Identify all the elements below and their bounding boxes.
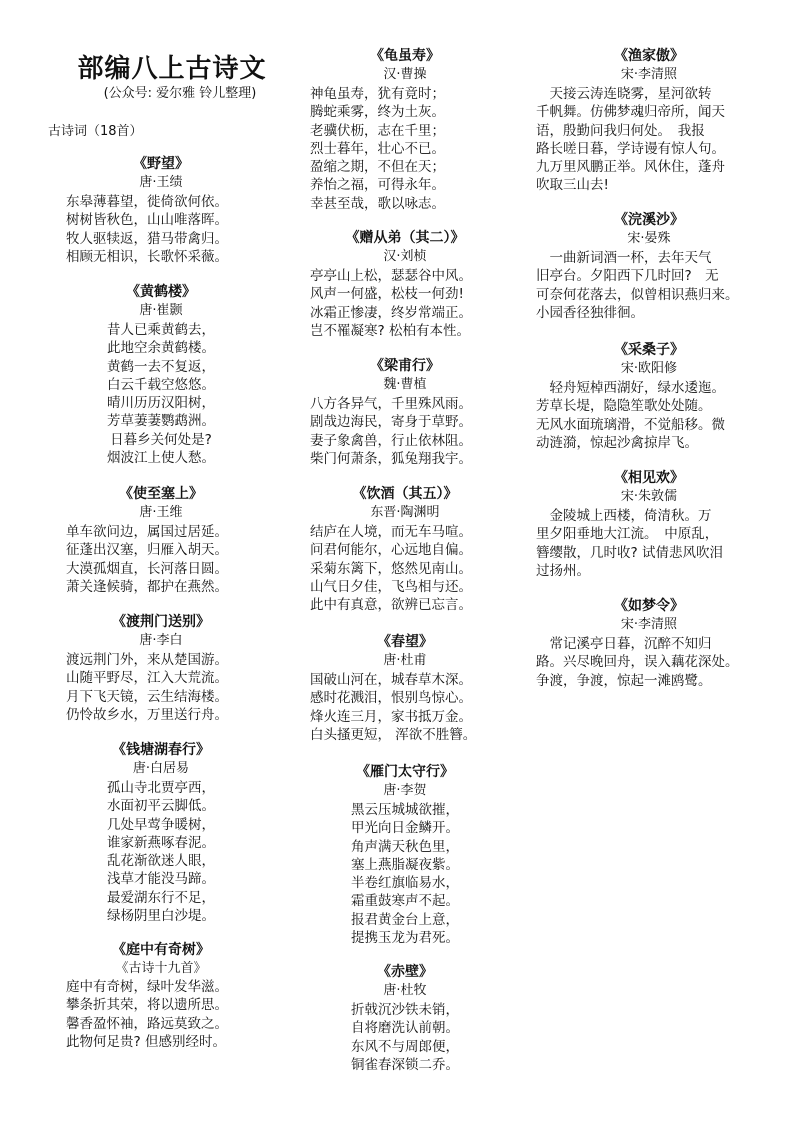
poem-line: 芳草萋萋鹦鹉洲。: [107, 413, 215, 430]
poem-huanxisha: [536, 210, 762, 322]
poem-title: 《钱塘湖春行》: [112, 742, 210, 758]
poem-line: 攀条折其荣，将以遗所思。: [66, 997, 228, 1014]
poem-author: 汉·刘桢: [383, 249, 427, 264]
poem-line: 东皋薄暮望，徙倚欲何依。: [66, 194, 228, 210]
poem-title: 《赠从弟（其二）》: [345, 230, 465, 246]
poem-yanmentaishouxing: [330, 762, 480, 947]
poem-line: 萧关逢候骑，都护在燕然。: [66, 578, 228, 595]
poem-line: 常记溪亭日暮，沉醉不知归: [536, 636, 712, 652]
poem-line: 角声满天秋色里，: [351, 838, 459, 855]
poem-line: 铜雀春深锁二乔。: [351, 1056, 459, 1073]
poem-line: 报君黄金台上意，: [351, 911, 459, 928]
poem-line: 仍怜故乡水，万里送行舟。: [66, 706, 228, 723]
poem-line: 提携玉龙为君死。: [351, 930, 459, 947]
poem-line: 神龟虽寿，犹有竟时；: [310, 86, 445, 102]
poem-line: 几处早莺争暖树，: [107, 816, 215, 833]
poem-line: 养怡之福，可得永年。: [310, 177, 445, 194]
poem-line: 语，殷勤问我归何处。 我报: [536, 122, 705, 139]
poem-line: 山随平野尽，江入大荒流。: [66, 670, 228, 687]
poem-line: 风声一何盛，松枝一何劲!: [310, 286, 464, 303]
poem-line: 渡远荆门外，来从楚国游。: [66, 652, 228, 668]
poem-line: 馨香盈怀袖，路远莫致之。: [66, 1015, 228, 1032]
poem-dujingmen: [66, 612, 256, 724]
poem-line: 过扬州。: [536, 562, 590, 579]
poem-line: 昔人已乘黄鹤去，: [107, 322, 215, 338]
poem-line: 八方各异气，千里殊风雨。: [310, 396, 472, 412]
poem-title: 《浣溪沙》: [614, 212, 684, 228]
poem-qiantanghu: [86, 740, 236, 925]
poem-author: 魏·曹植: [383, 377, 427, 392]
poem-line: 妻子象禽兽，行止依林阻。: [310, 432, 472, 449]
poem-line: 吹取三山去!: [536, 177, 609, 194]
poem-guisuishou: [310, 46, 500, 213]
poem-author: 宋·朱敦儒: [620, 489, 678, 504]
poem-line: 此地空余黄鹤楼。: [107, 340, 215, 357]
poem-line: 树树皆秋色，山山唯落晖。: [66, 212, 228, 229]
poem-zengcongdi: [310, 228, 500, 340]
poem-line: 征蓬出汉塞，归雁入胡天。: [66, 542, 228, 559]
poem-line: 轻舟短棹西湖好，绿水逶迤。: [536, 380, 725, 396]
poem-line: 折戟沉沙铁未销，: [351, 1002, 459, 1018]
poem-huanghelou: [86, 282, 236, 467]
poem-line: 牧人驱犊返，猎马带禽归。: [66, 230, 228, 247]
poem-line: 金陵城上西楼，倚清秋。万: [536, 508, 712, 524]
section-label: 古诗词（18首）: [48, 124, 143, 139]
poem-line: 黄鹤一去不复返，: [107, 358, 215, 375]
poem-line: 烟波江上使人愁。: [107, 450, 215, 467]
poem-author: 汉·曹操: [383, 67, 427, 82]
poem-line: 孤山寺北贾亭西，: [107, 780, 215, 796]
poem-line: 老骥伏枥，志在千里；: [310, 122, 445, 139]
poem-line: 剧哉边海民，寄身于草野。: [310, 414, 472, 431]
poem-line: 半卷红旗临易水，: [351, 875, 459, 892]
poem-line: 日暮乡关何处是?: [110, 431, 212, 448]
poem-line: 芳草长堤，隐隐笙歌处处随。: [536, 398, 712, 415]
poem-line: 大漠孤烟直，长河落日圆。: [66, 560, 228, 577]
poem-line: 盈缩之期，不但在天；: [310, 159, 445, 176]
poem-subtitle: 《古诗十九首》: [115, 961, 207, 976]
poem-author: 唐·王绩: [139, 175, 183, 190]
page-subtitle: (公众号: 爱尔雅 铃儿整理): [103, 86, 257, 101]
poem-line: 晴川历历汉阳树，: [107, 395, 215, 412]
poem-line: 岂不罹凝寒? 松柏有本性。: [310, 322, 470, 339]
poem-author: 唐·崔颢: [139, 303, 183, 318]
poem-line: 乱花渐欲迷人眼，: [107, 853, 215, 870]
poem-line: 结庐在人境，而无车马喧。: [310, 524, 472, 540]
poem-line: 天接云涛连晓雾，星河欲转: [536, 86, 712, 102]
poem-line: 采菊东篱下，悠然见南山。: [310, 560, 472, 577]
poem-title: 《渔家傲》: [614, 48, 684, 64]
poem-line: 国破山河在，城春草木深。: [310, 672, 472, 688]
poem-tingzhongyouqishu: [66, 940, 256, 1051]
poem-line: 塞上燕脂凝夜紫。: [351, 856, 459, 873]
poem-title: 《梁甫行》: [370, 358, 440, 374]
poem-line: 此中有真意，欲辨已忘言。: [310, 597, 472, 614]
poem-line: 争渡，争渡，惊起一滩鸥鹭。: [536, 672, 712, 689]
poem-line: 路。兴尽晚回舟，误入藕花深处。: [536, 654, 739, 671]
poem-line: 自将磨洗认前朝。: [351, 1020, 459, 1037]
poem-line: 无风水面琉璃滑，不觉船移。微: [536, 416, 725, 433]
poem-line: 一曲新词酒一杯，去年天气: [536, 250, 712, 266]
poem-title: 《雁门太守行》: [356, 764, 454, 780]
poem-line: 浅草才能没马蹄。: [107, 871, 215, 888]
poem-author: 宋·李清照: [620, 67, 678, 82]
poem-yujiaao: [536, 46, 762, 195]
poem-line: 最爱湖东行不足，: [107, 889, 215, 906]
page-title: 部编八上古诗文: [77, 54, 267, 84]
poem-author: 唐·李贺: [383, 783, 427, 798]
poem-line: 幸甚至哉，歌以咏志。: [310, 195, 445, 212]
poem-line: 千帆舞。仿佛梦魂归帝所，闻天: [536, 104, 725, 121]
poem-line: 相顾无相识，长歌怀采薇。: [66, 248, 228, 265]
poem-title: 《相见欢》: [614, 470, 684, 486]
poem-line: 甲光向日金鳞开。: [351, 820, 459, 837]
poem-title: 《采桑子》: [614, 342, 684, 358]
poem-line: 霜重鼓寒声不起。: [351, 893, 459, 910]
poem-line: 东风不与周郎便，: [351, 1038, 459, 1055]
poem-line: 山气日夕佳，飞鸟相与还。: [310, 578, 472, 595]
poem-title: 《赤壁》: [377, 964, 433, 980]
poem-line: 此物何足贵? 但感别经时。: [66, 1033, 226, 1050]
poem-author: 唐·杜牧: [383, 983, 427, 998]
poem-author: 宋·晏殊: [627, 231, 671, 246]
poem-author: 唐·李白: [139, 633, 183, 648]
poem-line: 感时花溅泪，恨别鸟惊心。: [310, 690, 472, 707]
poem-author: 唐·杜甫: [383, 653, 427, 668]
poem-liangfuxing: [310, 356, 500, 468]
poem-title: 《渡荆门送别》: [112, 614, 210, 630]
poem-line: 路长嗟日暮，学诗谩有惊人句。: [536, 140, 725, 157]
poem-line: 谁家新燕啄春泥。: [107, 834, 215, 851]
poem-title: 《龟虽寿》: [370, 48, 440, 64]
poem-line: 白云千载空悠悠。: [107, 376, 215, 393]
poem-line: 九万里风鹏正举。风休住，蓬舟: [536, 159, 725, 176]
poem-line: 绿杨阴里白沙堤。: [107, 908, 215, 925]
poem-xiangjianhuan: [536, 468, 762, 580]
poem-title: 《春望》: [377, 634, 433, 650]
poem-line: 水面初平云脚低。: [107, 798, 215, 815]
poem-line: 庭中有奇树，绿叶发华滋。: [66, 979, 228, 995]
poem-caisangzi: [536, 340, 762, 452]
poem-line: 月下飞天镜，云生结海楼。: [66, 688, 228, 705]
poem-shizhisaishang: [66, 484, 256, 596]
poem-rumengling: [536, 596, 762, 690]
poem-line: 里夕阳垂地大江流。 中原乱，: [536, 526, 719, 543]
poem-yinjiu: [310, 484, 500, 614]
poem-author: 宋·欧阳修: [620, 361, 678, 376]
poem-author: 唐·王维: [139, 505, 183, 520]
poem-line: 单车欲问边，属国过居延。: [66, 524, 228, 540]
poem-title: 《黄鹤楼》: [126, 284, 196, 300]
poem-line: 可奈何花落去，似曾相识燕归来。: [536, 286, 739, 303]
poem-title: 《野望》: [133, 156, 189, 172]
poem-line: 烽火连三月，家书抵万金。: [310, 708, 472, 725]
poem-author: 东晋·陶渊明: [370, 505, 440, 520]
poem-line: 冰霜正惨凄，终岁常端正。: [310, 304, 472, 321]
poem-line: 烈士暮年，壮心不已。: [310, 140, 445, 157]
poem-author: 唐·白居易: [132, 761, 190, 776]
poem-line: 黑云压城城欲摧，: [351, 802, 459, 818]
poem-line: 动涟漪，惊起沙禽掠岸飞。: [536, 434, 698, 451]
poem-line: 问君何能尔，心远地自偏。: [310, 542, 472, 559]
poem-title: 《使至塞上》: [119, 486, 203, 502]
poem-line: 腾蛇乘雾，终为土灰。: [310, 104, 445, 121]
poem-line: 柴门何萧条，狐兔翔我宇。: [310, 450, 472, 467]
poem-chibi: [330, 962, 480, 1074]
poem-line: 小园香径独徘徊。: [536, 304, 644, 321]
poem-chunwang: [310, 632, 500, 744]
poem-author: 宋·李清照: [620, 617, 678, 632]
poem-line: 亭亭山上松，瑟瑟谷中风。: [310, 268, 472, 284]
poem-line: 旧亭台。夕阳西下几时回? 无: [536, 268, 719, 285]
poem-title: 《饮酒（其五）》: [352, 486, 458, 502]
poem-line: 白头搔更短， 浑欲不胜簪。: [310, 726, 477, 743]
poem-line: 簪缨散，几时收? 试倩悲风吹泪: [536, 544, 723, 561]
poem-title: 《如梦令》: [614, 598, 684, 614]
poem-title: 《庭中有奇树》: [112, 942, 210, 958]
poem-yewang: [66, 154, 256, 266]
